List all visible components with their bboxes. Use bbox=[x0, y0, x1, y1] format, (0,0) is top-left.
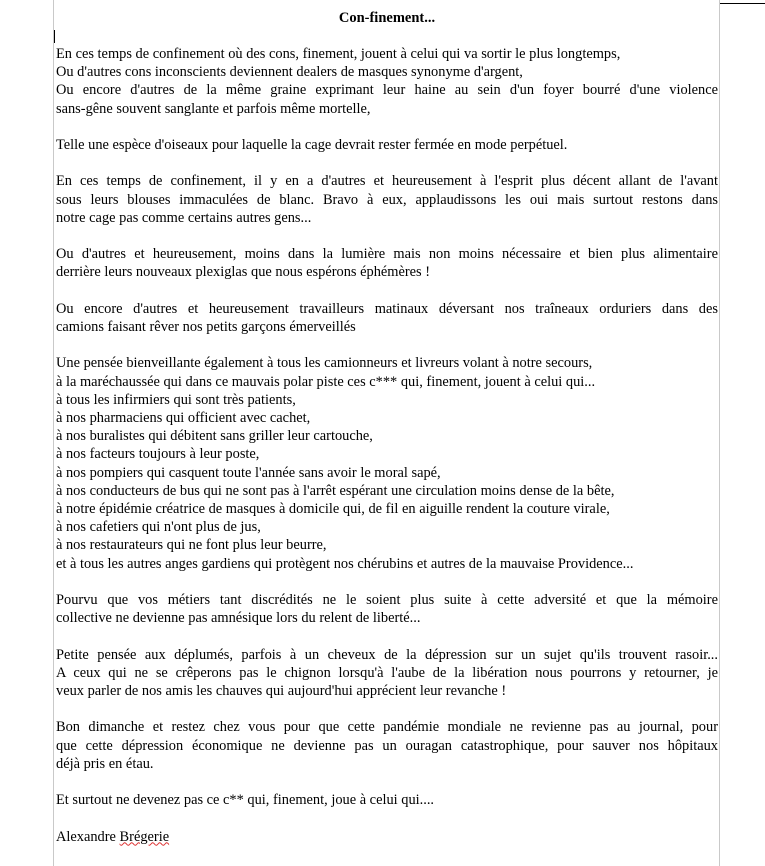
document-body[interactable] bbox=[56, 45, 718, 864]
text-line: à notre épidémie créatrice de masques à domicile qui, de fil en aiguille rendent la couture virale, bbox=[56, 501, 610, 517]
text-line: à nos cafetiers qui n'ont plus de jus, bbox=[56, 519, 261, 536]
text-line: à tous les infirmiers qui sont très patients, bbox=[56, 391, 296, 408]
text-line: Telle une espèce d'oiseaux pour laquelle la cage devrait rester fermée en mode perpétuel. bbox=[56, 137, 568, 153]
text-line: En ces temps de confinement, il y en a d'autres et heureusement à l'esprit plus décent allant de l'avant bbox=[56, 173, 718, 190]
text-line: Bon dimanche et restez chez vous pour que cette pandémie mondiale ne revienne pas au journal, pour bbox=[56, 719, 718, 736]
text-line: Pourvu que vos métiers tant discrédités ne le soient plus suite à cette adversité et que la mémoire bbox=[56, 592, 718, 608]
top-rule bbox=[720, 3, 765, 4]
text-line: déjà pris en étau. bbox=[56, 755, 154, 772]
paragraph bbox=[56, 791, 718, 809]
paragraph bbox=[56, 300, 718, 336]
text-line: Et surtout ne devenez pas ce c** qui, finement, joue à celui qui.... bbox=[56, 792, 435, 809]
text-line: que cette dépression économique ne devienne pas un ouragan catastrophique, pour sauver nos hôpitaux bbox=[56, 737, 718, 754]
document-title: Con-finement... bbox=[338, 10, 436, 26]
text-line: A ceux qui ne se crêperons pas le chignon lorsqu'à l'aube de la libération nous pourrons y retourner, je bbox=[56, 664, 718, 681]
text-line: Ou d'autres cons inconscients deviennent dealers de masques synonyme d'argent, bbox=[56, 64, 523, 81]
text-line: collective ne devienne pas amnésique lors du relent de liberté... bbox=[56, 610, 421, 627]
paragraph bbox=[56, 591, 718, 627]
paragraph bbox=[56, 136, 718, 154]
signature bbox=[56, 828, 718, 846]
text-line: derrière leurs nouveaux plexiglas que nous espérons éphémères ! bbox=[56, 264, 431, 281]
signature-last-name: Brégerie bbox=[119, 828, 170, 845]
text-line: notre cage pas comme certains autres gens... bbox=[56, 209, 312, 226]
text-line: sous leurs blouses immaculées de blanc. Bravo à eux, applaudissons les oui mais surtout restons dans bbox=[56, 191, 718, 208]
text-line: à nos pompiers qui casquent toute l'année sans avoir le moral sapé, bbox=[56, 464, 441, 481]
text-line: à nos pharmaciens qui officient avec cachet, bbox=[56, 409, 311, 426]
text-line: à nos restaurateurs qui ne font plus leur beurre, bbox=[56, 537, 327, 554]
text-line: Ou encore d'autres et heureusement travailleurs matinaux déversant nos traîneaux orduriers dans des bbox=[56, 300, 718, 317]
paragraph bbox=[56, 646, 718, 701]
text-line: En ces temps de confinement où des cons, finement, jouent à celui qui va sortir le plus longtemps, bbox=[56, 46, 621, 62]
signature-first-name: Alexandre bbox=[56, 828, 116, 845]
paragraph bbox=[56, 245, 718, 281]
text-line: sans-gêne souvent sanglante et parfois même mortelle, bbox=[56, 100, 371, 117]
text-line: à la maréchaussée qui dans ce mauvais polar piste ces c*** qui, finement, jouent à celui qui... bbox=[56, 373, 596, 390]
text-line: veux parler de nos amis les chauves qui aujourd'hui apprécient leur revanche ! bbox=[56, 683, 507, 699]
text-cursor bbox=[54, 30, 55, 43]
text-line: camions faisant rêver nos petits garçons émerveillés bbox=[56, 318, 356, 335]
right-margin-guide bbox=[719, 0, 720, 866]
text-line: Ou d'autres et heureusement, moins dans la lumière mais non moins nécessaire et bien plus alimentaire bbox=[56, 246, 718, 263]
text-line: à nos facteurs toujours à leur poste, bbox=[56, 446, 260, 463]
text-line: Une pensée bienveillante également à tous les camionneurs et livreurs volant à notre secours, bbox=[56, 355, 593, 372]
left-margin-guide bbox=[53, 0, 54, 866]
paragraph bbox=[56, 718, 718, 773]
text-line: et à tous les autres anges gardiens qui protègent nos chérubins et autres de la mauvaise Providence... bbox=[56, 555, 634, 572]
paragraph bbox=[56, 172, 718, 227]
paragraph bbox=[56, 354, 718, 572]
text-line: Petite pensée aux déplumés, parfois à un cheveux de la dépression sur un sujet qu'ils trouvent rasoir... bbox=[56, 646, 718, 663]
text-line: à nos buralistes qui débitent sans griller leur cartouche, bbox=[56, 428, 373, 445]
paragraph bbox=[56, 45, 718, 118]
text-line: Ou encore d'autres de la même graine exprimant leur haine au sein d'un foyer bourré d'une violence bbox=[56, 82, 718, 99]
text-line: à nos conducteurs de bus qui ne sont pas à l'arrêt espérant une circulation moins dense de la bête, bbox=[56, 482, 615, 499]
